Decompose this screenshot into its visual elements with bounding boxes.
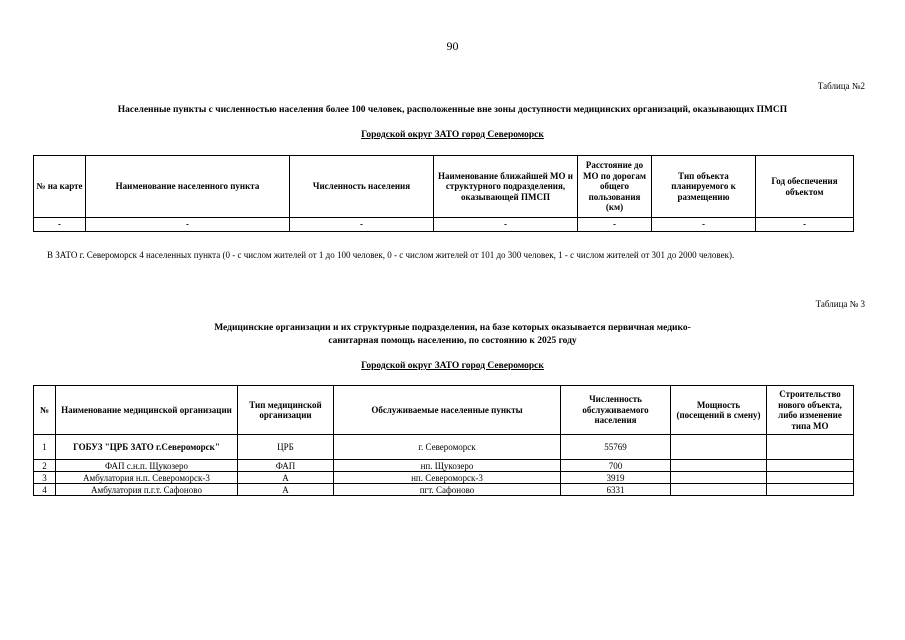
- table-cell: [767, 460, 854, 472]
- table2-subtitle: Городской округ ЗАТО город Североморск: [361, 130, 544, 140]
- table-cell: -: [434, 218, 578, 232]
- table-cell: ФАП: [238, 460, 334, 472]
- table3-header-cell: Наименование медицинской организации: [56, 386, 238, 435]
- table-cell: 3: [34, 472, 56, 484]
- table-cell: ЦРБ: [238, 435, 334, 460]
- table2-header-cell: Численность населения: [290, 156, 434, 218]
- table-cell: Амбулатория н.п. Североморск-3: [56, 472, 238, 484]
- table3-title-line2: санитарная помощь населению, по состоянию к 2025 году: [328, 336, 577, 346]
- table-cell: 55769: [561, 435, 671, 460]
- table2-header-cell: Наименование населенного пункта: [86, 156, 290, 218]
- table-cell: ФАП с.н.п. Щукозеро: [56, 460, 238, 472]
- table-cell: нп. Щукозеро: [334, 460, 561, 472]
- table3-header-cell: Численность обслуживаемого населения: [561, 386, 671, 435]
- table-cell: [671, 460, 767, 472]
- table3-header-cell: Мощность (посещений в смену): [671, 386, 767, 435]
- table-cell: 700: [561, 460, 671, 472]
- table2-note: В ЗАТО г. Североморск 4 населенных пункта (0 - с числом жителей от 1 до 100 человек, 0 - с числом жителей от 101 до 300 человек, 1 - с числом жителей от 301 до 2000 человек).: [47, 250, 735, 260]
- table-cell: 3919: [561, 472, 671, 484]
- table3-header-cell: Строительство нового объекта, либо изменение типа МО: [767, 386, 854, 435]
- table-cell: [767, 472, 854, 484]
- table-cell: [767, 484, 854, 496]
- table-row: [34, 435, 854, 460]
- table-cell: А: [238, 472, 334, 484]
- table-cell: 2: [34, 460, 56, 472]
- table2-label: Таблица №2: [817, 81, 865, 91]
- table-cell: 1: [34, 435, 56, 460]
- table3-subtitle: Городской округ ЗАТО город Североморск: [361, 361, 544, 371]
- table2-header-cell: № на карте: [34, 156, 86, 218]
- table-cell: -: [290, 218, 434, 232]
- table3-title: [40, 322, 865, 348]
- table-cell: нп. Североморск-3: [334, 472, 561, 484]
- table-cell: -: [756, 218, 854, 232]
- page-number: 90: [446, 39, 459, 53]
- table-cell: 4: [34, 484, 56, 496]
- table-row: [34, 484, 854, 496]
- table-cell: -: [34, 218, 86, 232]
- table-cell: -: [86, 218, 290, 232]
- table-cell: [671, 484, 767, 496]
- table-cell: ГОБУЗ "ЦРБ ЗАТО г.Североморск": [56, 435, 238, 460]
- table-cell: 6331: [561, 484, 671, 496]
- table-cell: Амбулатория п.г.т. Сафоново: [56, 484, 238, 496]
- table-row: [34, 218, 854, 232]
- table2-header-cell: Расстояние до МО по дорогам общего пользования (км): [578, 156, 652, 218]
- table2-header-cell: Тип объекта планируемого к размещению: [652, 156, 756, 218]
- table3-title-line1: Медицинские организации и их структурные подразделения, на базе которых оказывается первичная медико-: [214, 323, 691, 333]
- table3: [33, 385, 854, 496]
- table-cell: г. Североморск: [334, 435, 561, 460]
- table-cell: -: [652, 218, 756, 232]
- table3-header-cell: Обслуживаемые населенные пункты: [334, 386, 561, 435]
- table-cell: -: [578, 218, 652, 232]
- table-cell: пгт. Сафоново: [334, 484, 561, 496]
- table2: [33, 155, 854, 232]
- table3-header-cell: №: [34, 386, 56, 435]
- table-cell: А: [238, 484, 334, 496]
- table3-header-cell: Тип медицинской организации: [238, 386, 334, 435]
- table2-title: Населенные пункты с численностью населения более 100 человек, расположенные вне зоны доступности медицинских организаций, оказывающих ПМСП: [117, 105, 788, 115]
- table-cell: [671, 435, 767, 460]
- table3-label: Таблица № 3: [815, 299, 865, 309]
- table2-header-cell: Наименование ближайшей МО и структурного подразделения, оказывающей ПМСП: [434, 156, 578, 218]
- table-row: [34, 472, 854, 484]
- table3-header-row: [34, 386, 854, 435]
- table2-header-row: [34, 156, 854, 218]
- table-cell: [767, 435, 854, 460]
- table-row: [34, 460, 854, 472]
- table-cell: [671, 472, 767, 484]
- table2-header-cell: Год обеспечения объектом: [756, 156, 854, 218]
